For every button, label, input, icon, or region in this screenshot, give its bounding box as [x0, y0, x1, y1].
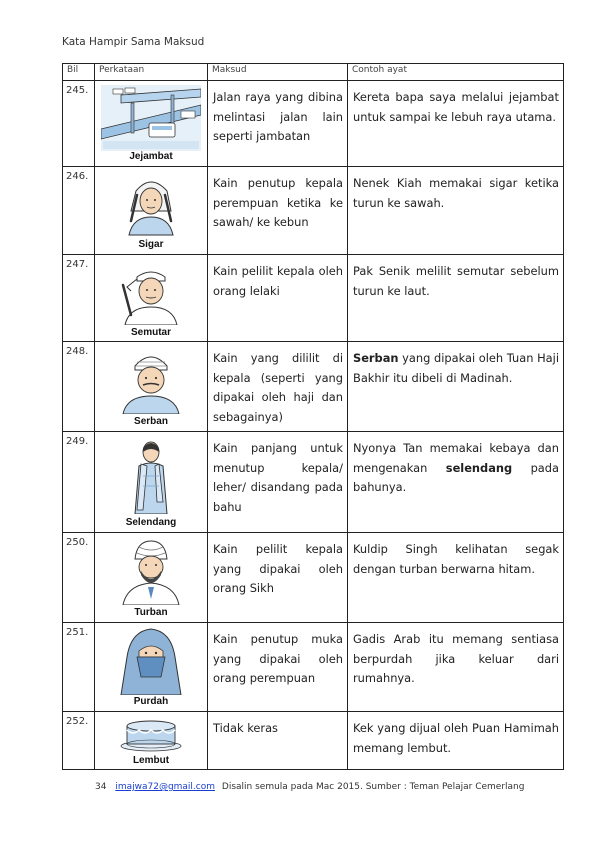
turban-man-icon	[101, 346, 201, 414]
veil-woman-icon	[101, 627, 201, 695]
example-cell	[348, 432, 564, 533]
example-keyword: selendang	[445, 460, 513, 475]
meaning-cell: Jalan raya yang dibina melintasi jalan lain seperti jambatan	[208, 81, 348, 167]
word-label: Sigar	[138, 239, 164, 250]
meaning-cell: Kain panjang untuk menutup kepala/ leher/ disandang pada bahu	[208, 432, 348, 533]
table-row	[63, 255, 564, 342]
word-cell	[95, 712, 208, 770]
shawl-woman-icon	[101, 436, 201, 514]
word-cell	[95, 255, 208, 342]
header-maksud: Maksud	[208, 64, 348, 81]
table-row	[63, 533, 564, 623]
word-label: Jejambat	[129, 151, 173, 162]
word-cell	[95, 342, 208, 432]
example-text: Nyonya Tan memakai kebaya dan mengenakan	[353, 441, 559, 475]
example-cell	[348, 623, 564, 712]
example-text: Kuldip Singh kelihatan segak dengan turban berwarna hitam.	[353, 542, 559, 576]
table-row	[63, 342, 564, 432]
row-number: 252.	[63, 712, 95, 770]
vocabulary-table	[62, 63, 564, 770]
table-header-row	[63, 64, 564, 81]
row-number: 245.	[63, 81, 95, 167]
meaning-cell: Kain pelilit kepala yang dipakai oleh orang Sikh	[208, 533, 348, 623]
row-number: 250.	[63, 533, 95, 623]
header-contoh-ayat: Contoh ayat	[348, 64, 564, 81]
word-cell	[95, 432, 208, 533]
header-perkataan: Perkataan	[95, 64, 208, 81]
word-label: Lembut	[132, 755, 170, 766]
table-row	[63, 167, 564, 255]
table-row	[63, 712, 564, 770]
word-label: Semutar	[130, 327, 171, 338]
meaning-cell: Kain pelilit kepala oleh orang lelaki	[208, 255, 348, 342]
example-cell	[348, 712, 564, 770]
header-bil: Bil	[63, 64, 95, 81]
head-cloth-icon	[101, 171, 201, 237]
meaning-cell: Tidak keras	[208, 712, 348, 770]
word-label: Serban	[134, 416, 168, 427]
example-text-rest: pada bahunya.	[353, 460, 560, 494]
example-text: Nenek Kiah memakai sigar ketika turun ke sawah.	[353, 176, 559, 210]
table-row	[63, 432, 564, 533]
example-keyword: Serban	[353, 351, 399, 365]
sikh-turban-icon	[101, 537, 201, 605]
word-label: Turban	[134, 607, 168, 618]
word-label: Selendang	[125, 517, 177, 528]
row-number: 248.	[63, 342, 95, 432]
email-link[interactable]: imajwa72@gmail.com	[115, 782, 216, 792]
page-footer	[95, 782, 524, 792]
example-text: Pak Senik melilit semutar sebelum turun ke laut.	[353, 264, 559, 298]
page-number: 34	[95, 782, 107, 792]
word-label: Purdah	[133, 696, 169, 707]
example-cell	[348, 81, 564, 167]
example-text: Gadis Arab itu memang sentiasa berpurdah jika keluar dari rumahnya.	[353, 632, 559, 685]
table-row	[63, 623, 564, 712]
flyover-icon	[101, 85, 201, 151]
word-cell	[95, 533, 208, 623]
word-cell	[95, 623, 208, 712]
row-number: 247.	[63, 255, 95, 342]
example-cell	[348, 533, 564, 623]
meaning-cell: Kain penutup kepala perempuan ketika ke sawah/ ke kebun	[208, 167, 348, 255]
meaning-cell: Kain penutup muka yang dipakai oleh orang perempuan	[208, 623, 348, 712]
example-text-rest: yang dipakai oleh Tuan Haji Bakhir itu dibeli di Madinah.	[353, 351, 559, 385]
footer-source-note: Disalin semula pada Mac 2015. Sumber : Teman Pelajar Cemerlang	[221, 782, 525, 792]
example-cell	[348, 255, 564, 342]
row-number: 249.	[63, 432, 95, 533]
word-cell	[95, 81, 208, 167]
head-wrap-icon	[101, 259, 201, 325]
example-cell	[348, 167, 564, 255]
meaning-cell: Kain yang dililit di kepala (seperti yang dipakai oleh haji dan sebagainya)	[208, 342, 348, 432]
example-text: Kereta bapa saya melalui jejambat untuk sampai ke lebuh raya utama.	[353, 90, 559, 124]
row-number: 246.	[63, 167, 95, 255]
word-cell	[95, 167, 208, 255]
row-number: 251.	[63, 623, 95, 712]
page-title: Kata Hampir Sama Maksud	[62, 36, 205, 48]
example-text: Kek yang dijual oleh Puan Hamimah memang lembut.	[353, 721, 559, 755]
example-cell	[348, 342, 564, 432]
table-row	[63, 81, 564, 167]
cake-icon	[101, 714, 201, 752]
